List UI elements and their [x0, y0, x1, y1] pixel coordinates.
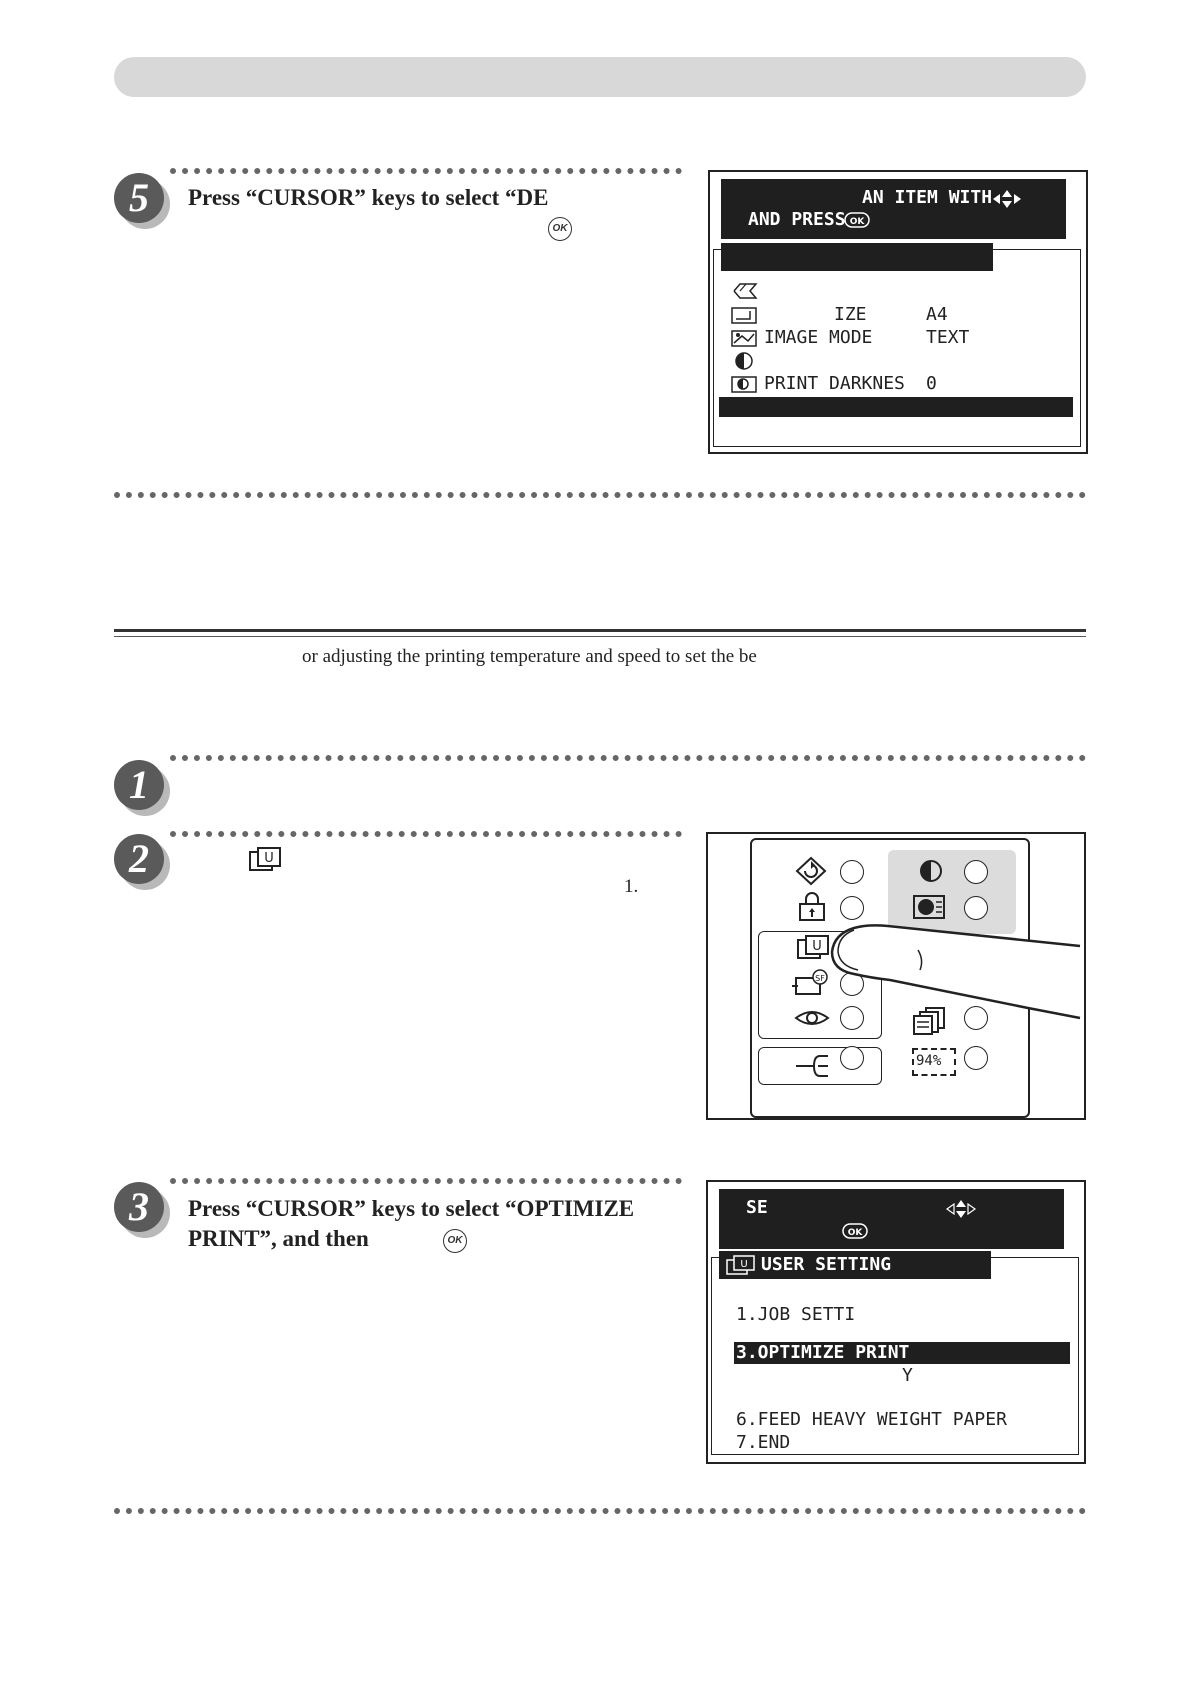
step-note: 1.: [624, 876, 639, 897]
lcd-row-label: IMAGE MODE: [764, 327, 873, 348]
step-number-badge: [114, 1182, 164, 1232]
user-setting-icon: [725, 1254, 757, 1276]
pressing-finger-illustration: [828, 922, 1082, 1026]
lock-icon: [796, 892, 828, 922]
lcd-header: [719, 1189, 1064, 1249]
menu-item[interactable]: 6.FEED HEAVY WEIGHT PAPER: [736, 1409, 1007, 1430]
ok-icon: OK: [443, 1229, 467, 1253]
menu-item[interactable]: 1.JOB SETTI: [736, 1304, 856, 1325]
lcd-row-value: A4: [926, 304, 948, 325]
panel-button[interactable]: [840, 1046, 864, 1070]
user-setting-icon: [796, 934, 830, 960]
step-divider: [170, 1178, 682, 1184]
darkness-icon: [734, 351, 754, 371]
section-intro: or adjusting the printing temperature and speed to set the be: [302, 646, 757, 667]
lcd-header-line2: AND PRESS: [748, 209, 846, 230]
svg-text:U: U: [740, 1259, 748, 1270]
copy-icon: [730, 282, 760, 300]
lcd-header-line1: AN ITEM WITH: [862, 187, 993, 208]
panel-button[interactable]: [840, 860, 864, 884]
step-divider: [170, 168, 682, 174]
section-rule: [114, 636, 1086, 637]
panel-button[interactable]: [964, 896, 988, 920]
print-darkness-icon: [730, 374, 760, 394]
step-divider: [170, 831, 682, 837]
ok-icon: [844, 212, 870, 228]
section-divider: [114, 492, 1086, 498]
step-number: 1: [129, 762, 149, 807]
ok-icon: OK: [548, 217, 572, 241]
step-number-badge: [114, 834, 164, 884]
image-adjust-icon: [910, 892, 950, 922]
page-header-bar: [114, 57, 1086, 97]
lcd-row-label: PRINT DARKNES: [764, 373, 905, 394]
svg-text:OK: OK: [847, 1228, 863, 1238]
stamp-function-icon: [790, 968, 830, 998]
step-number: 5: [129, 175, 149, 220]
lcd-screen: [706, 1180, 1086, 1464]
paper-size-icon: [730, 305, 760, 325]
panel-button[interactable]: [840, 896, 864, 920]
step-number: 3: [129, 1184, 149, 1229]
cursor-keys-icon: [945, 1199, 977, 1219]
step-instruction: Press “CURSOR” keys to select “OPTIMIZE: [188, 1196, 635, 1221]
svg-text:OK: OK: [849, 217, 865, 227]
contrast-icon: [918, 858, 946, 884]
lcd-row-label: IZE: [834, 304, 867, 325]
lcd-screen: [708, 170, 1088, 454]
lcd-header-text: SE: [746, 1197, 768, 1218]
lcd-header: [721, 179, 1066, 239]
recycle-icon: [794, 856, 828, 886]
zoom-label: 94%: [916, 1053, 942, 1069]
ok-icon: [842, 1223, 868, 1239]
svg-text:SF: SF: [815, 974, 825, 983]
step-instruction: PRINT”, and then: [188, 1226, 369, 1251]
original-set-icon: [794, 1052, 834, 1080]
step-number: 2: [129, 836, 149, 881]
preview-eye-icon: [794, 1006, 830, 1030]
lcd-row-value: TEXT: [926, 327, 970, 348]
menu-item[interactable]: 7.END: [736, 1432, 791, 1453]
lcd-selection-bar: [719, 397, 1073, 417]
step-number-badge: [114, 173, 164, 223]
menu-item[interactable]: Y: [902, 1365, 913, 1386]
lcd-title-bar: [719, 1251, 991, 1279]
section-divider: [114, 1508, 1086, 1514]
menu-item-selected[interactable]: [734, 1342, 1070, 1364]
step-number-badge: [114, 760, 164, 810]
image-mode-icon: [730, 328, 760, 348]
svg-text:U: U: [264, 851, 274, 866]
cursor-keys-icon: [991, 189, 1023, 209]
lcd-row-value: 0: [926, 373, 937, 394]
lcd-title-bar: [721, 243, 993, 271]
panel-button[interactable]: [964, 1046, 988, 1070]
section-rule: [114, 629, 1086, 632]
step-instruction: Press “CURSOR” keys to select “DE: [188, 185, 549, 210]
step-divider: [170, 755, 1086, 761]
control-panel-illustration: [706, 832, 1086, 1120]
user-setting-key-icon: [248, 846, 282, 872]
menu-item-label: 3.OPTIMIZE PRINT: [736, 1342, 910, 1363]
svg-text:U: U: [812, 939, 822, 954]
lcd-title: USER SETTING: [761, 1254, 892, 1275]
zoom-icon: [912, 1048, 956, 1076]
panel-button[interactable]: [964, 860, 988, 884]
